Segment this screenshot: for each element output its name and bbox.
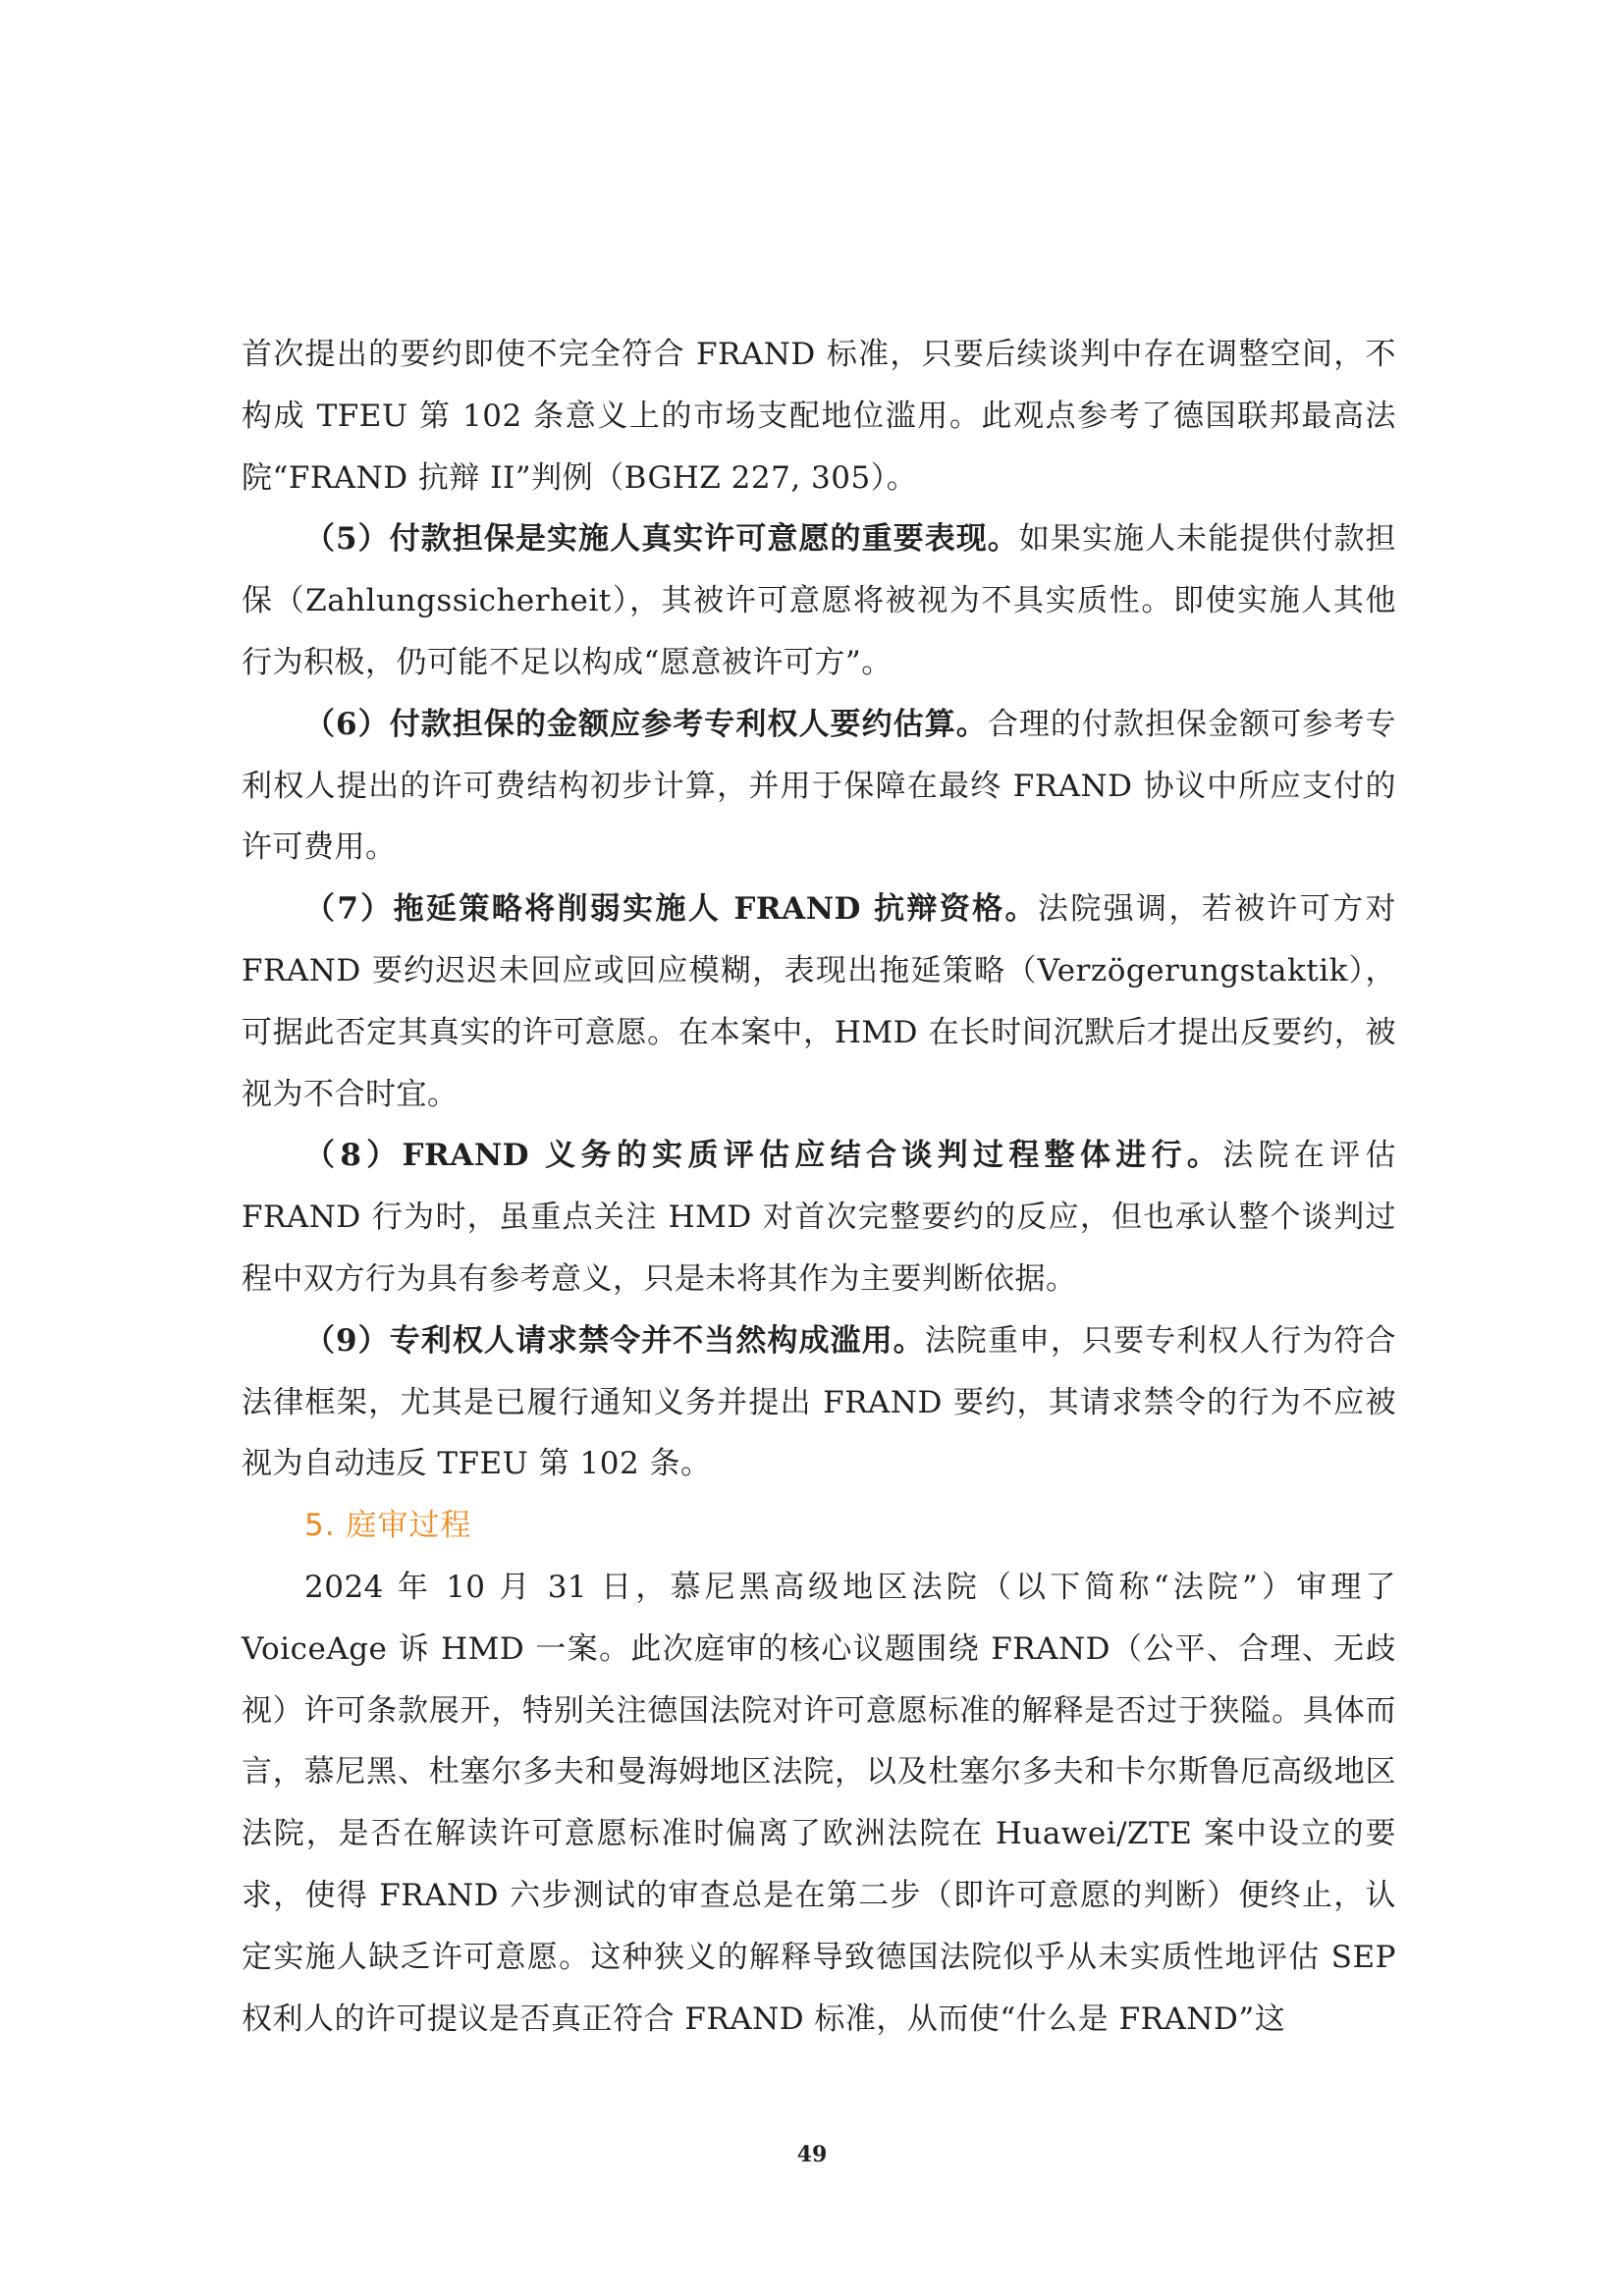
intro-paragraph: 首次提出的要约即使不完全符合 FRAND 标准，只要后续谈判中存在调整空间，不构成 TFEU 第 102 条意义上的市场支配地位滥用。此观点参考了德国联邦最高法院“FRAND 抗辩 II”判例（BGHZ 227, 305）。 — [242, 337, 1396, 496]
point-8-body: 法院在评估 FRAND 行为时，虽重点关注 HMD 对首次完整要约的反应，但也承认整个谈判过程中双方行为具有参考意义，只是未将其作为主要判断依据。 — [242, 1138, 1397, 1297]
point-7-lead: （7）拖延策略将削弱实施人 FRAND 抗辩资格。 — [304, 891, 1038, 928]
point-7-paragraph — [242, 879, 1396, 1125]
point-6-body: 合理的付款担保金额可参考专利权人提出的许可费结构初步计算，并用于保障在最终 FRAND 协议中所应支付的许可费用。 — [242, 706, 1396, 866]
hearing-paragraph: 2024 年 10 月 31 日，慕尼黑高级地区法院（以下简称“法院”）审理了 VoiceAge 诉 HMD 一案。此次庭审的核心议题围绕 FRAND（公平、合理、无歧视）许可条款展开，特别关注德国法院对许可意愿标准的解释是否过于狭隘。具体而言，慕尼黑、杜塞尔多夫和曼海姆地区法院，以及杜塞尔多夫和卡尔斯鲁厄高级地区法院，是否在解读许可意愿标准时偏离了欧洲法院在 Huawei/ZTE 案中设立的要求，使得 FRAND 六步测试的审查总是在第二步（即许可意愿的判断）便终止，认定实施人缺乏许可意愿。这种狭义的解释导致德国法院似乎从未实质性地评估 SEP 权利人的许可提议是否真正符合 FRAND 标准，从而使“什么是 FRAND”这 — [242, 1569, 1396, 2037]
point-5-body: 如果实施人未能提供付款担保（Zahlungssicherheit），其被许可意愿将被视为不具实质性。即使实施人其他行为积极，仍可能不足以构成“愿意被许可方”。 — [242, 521, 1396, 680]
point-6-paragraph — [242, 694, 1396, 879]
point-5-paragraph — [242, 508, 1396, 693]
point-8-paragraph — [242, 1125, 1396, 1309]
point-5-lead: （5）付款担保是实施人真实许可意愿的重要表现。 — [304, 521, 1019, 558]
point-6-lead: （6）付款担保的金额应参考专利权人要约估算。 — [304, 706, 988, 742]
page-body — [242, 324, 1396, 2050]
point-9-body: 法院重申，只要专利权人行为符合法律框架，尤其是已履行通知义务并提出 FRAND 要约，其请求禁令的行为不应被视为自动违反 TFEU 第 102 条。 — [242, 1322, 1396, 1482]
point-7-body: 法院强调，若被许可方对 FRAND 要约迟迟未回应或回应模糊，表现出拖延策略（Verzögerungstaktik），可据此否定其真实的许可意愿。在本案中，HMD 在长时间沉默后才提出反要约，被视为不合时宜。 — [242, 891, 1397, 1112]
page-number: 49 — [796, 2142, 828, 2167]
point-8-lead: （8）FRAND 义务的实质评估应结合谈判过程整体进行。 — [304, 1138, 1223, 1174]
section-heading: 5. 庭审过程 — [304, 1508, 472, 1544]
point-9-lead: （9）专利权人请求禁令并不当然构成滥用。 — [304, 1322, 925, 1359]
point-9-paragraph — [242, 1310, 1396, 1495]
